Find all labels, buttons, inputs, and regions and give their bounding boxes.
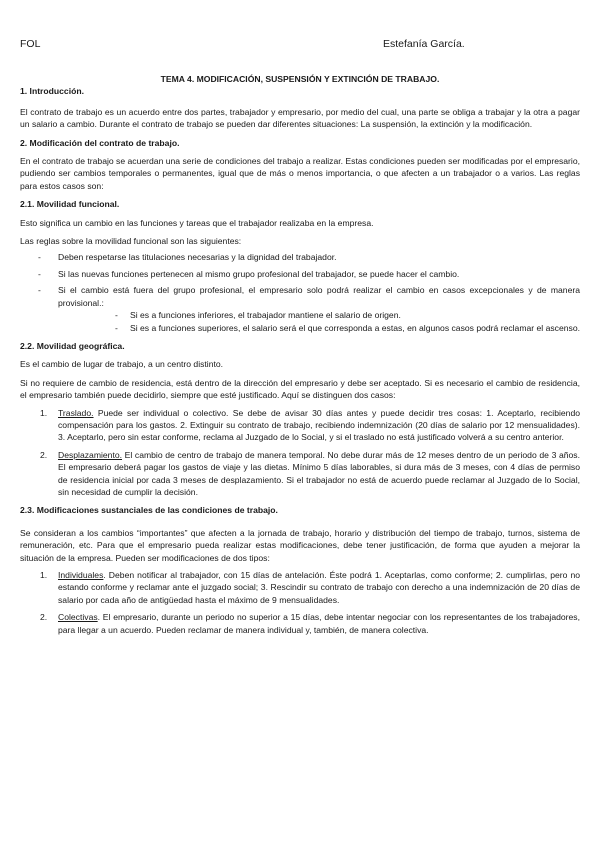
list-item-term: Individuales [58,570,104,580]
list-number: 1. [40,407,48,418]
section-2-2-heading: 2.2. Movilidad geográfica. [20,340,125,351]
list-number: 2. [40,612,48,623]
section-2-heading: 2. Modificación del contrato de trabajo. [20,137,180,148]
section-1-paragraph: El contrato de trabajo es un acuerdo entre dos partes, trabajador y empresario, por medio del cual, una parte se obliga a trabajar y la otra a pagar un salario a cambio. Durante el contrato de trabajo se pueden dar diferentes situaciones: La suspensión, la extinción y la modificación. [20,106,580,130]
section-2-2-cases-list [20,407,580,499]
dash-bullet: - [38,252,41,263]
header-author: Estefanía García. [383,38,465,50]
list-item-text: El cambio de centro de trabajo de manera temporal. No debe durar más de 12 meses dentro de un periodo de 3 años. El empresario deberá pagar los gastos de viaje y las dietas. Mínimo 5 días laborables, si dura más de 3 meses, con 4 días de permiso de residencia inicial por cada 3 meses de desplazamiento. Si el trabajador no está de acuerdo puede reclamar al Juzgado de lo Social, sin necesidad de cumplir la decisión. [58,449,580,497]
list-item [20,407,580,444]
dash-bullet: - [115,322,118,333]
list-item [20,569,580,606]
document-body [20,73,580,636]
dash-bullet: - [38,285,41,296]
section-1-heading: 1. Introducción. [20,86,84,97]
list-item-text: Si las nuevas funciones pertenecen al mismo grupo profesional del trabajador, se puede hacer el cambio. [58,268,460,279]
list-item [20,284,580,334]
document-title: TEMA 4. MODIFICACIÓN, SUSPENSIÓN Y EXTINCIÓN DE TRABAJO. [160,74,440,84]
section-2-3-heading: 2.3. Modificaciones sustanciales de las condiciones de trabajo. [20,505,278,516]
section-2-1-heading: 2.1. Movilidad funcional. [20,199,120,210]
sub-list [58,309,580,334]
list-item-term: Colectivas [58,612,98,623]
list-item-text: Puede ser individual o colectivo. Se debe de avisar 30 días antes y puede decidir tres cosas: 1. Aceptarlo, recibiendo compensación para los gastos. 2. Extinguir su contrato de trabajo, recibiendo indemnización (20 días de salario por 12 mensualidades). 3. Aceptarlo, pero sin estar conforme, reclama al Juzgado de lo Social, y si el traslado no está justificado volverá a su centro anterior. [58,407,580,443]
section-2-1-paragraph: Esto significa un cambio en las funciones y tareas que el trabajador realizaba en la empresa. [20,217,374,228]
list-item [20,251,580,263]
dash-bullet: - [38,268,41,279]
sub-list-item-text: Si es a funciones superiores, el salario será el que corresponda a estas, en algunos casos podrá reclamar el ascenso. [130,322,580,333]
list-item [20,611,580,636]
list-item-term: Desplazamiento. [58,449,123,460]
section-2-paragraph: En el contrato de trabajo se acuerdan una serie de condiciones del trabajo a realizar. Estas condiciones pueden ser modificadas por el empresario, pudiendo ser cambios temporales o permanentes, igual que de más o menos importancia, o que afecten a un trabajador o a varios. Las reglas para estos casos son: [20,156,580,191]
section-2-3-types-list [20,569,580,636]
sub-list-item [58,309,580,321]
dash-bullet: - [115,310,118,321]
header-subject: FOL [20,38,41,50]
sub-list-item-text: Si es a funciones inferiores, el trabajador mantiene el salario de origen. [130,310,401,321]
section-2-2-paragraph: Es el cambio de lugar de trabajo, a un centro distinto. [20,359,224,370]
list-item-text: . El empresario, durante un periodo no superior a 15 días, debe intentar negociar con los representantes de los trabajadores, para llegar a un acuerdo. Pueden reclamar de manera individual y, también, de manera colectiva. [58,612,580,635]
list-item [20,449,580,499]
list-item-term: Traslado. [58,407,94,418]
list-item-text: Si el cambio está fuera del grupo profesional, el empresario solo podrá realizar el cambio en casos excepcionales y de manera provisional.: [58,285,580,308]
section-2-1-rules-intro: Las reglas sobre la movilidad funcional son las siguientes: [20,236,242,247]
section-2-1-rules-list [20,251,580,333]
page-header [20,38,580,52]
list-item [20,268,580,280]
list-number: 1. [40,570,48,580]
list-item-text: . Deben notificar al trabajador, con 15 días de antelación. Éste podrá 1. Aceptarlas, como conforme; 2. cumplirlas, pero no estando conforme y reclamar ante el juzgado social; 3. Rescindir su contrato de trabajo con derecho a una indemnización de 20 días de salario por cada año de antigüedad hasta el máximo de 9 mensualidades. [58,570,580,605]
section-2-2-residence-paragraph: Si no requiere de cambio de residencia, está dentro de la dirección del empresario y debe ser aceptado. Si es necesario el cambio de residencia, el empresario también puede decidirlo, siempre que esté justificado. Aquí se distinguen dos casos: [20,377,580,401]
list-number: 2. [40,449,48,460]
list-item-text: Deben respetarse las titulaciones necesarias y la dignidad del trabajador. [58,252,337,263]
sub-list-item [58,322,580,334]
section-2-3-paragraph: Se consideran a los cambios “importantes” que afecten a la jornada de trabajo, horario y distribución del tiempo de trabajo, turnos, sistema de remuneración, etc. Para que el empresario pueda realizar estas modificaciones, debe tener justificación, de forma que ayuden a mejorar la situación de la empresa. Pueden ser modificaciones de dos tipos: [20,527,580,563]
